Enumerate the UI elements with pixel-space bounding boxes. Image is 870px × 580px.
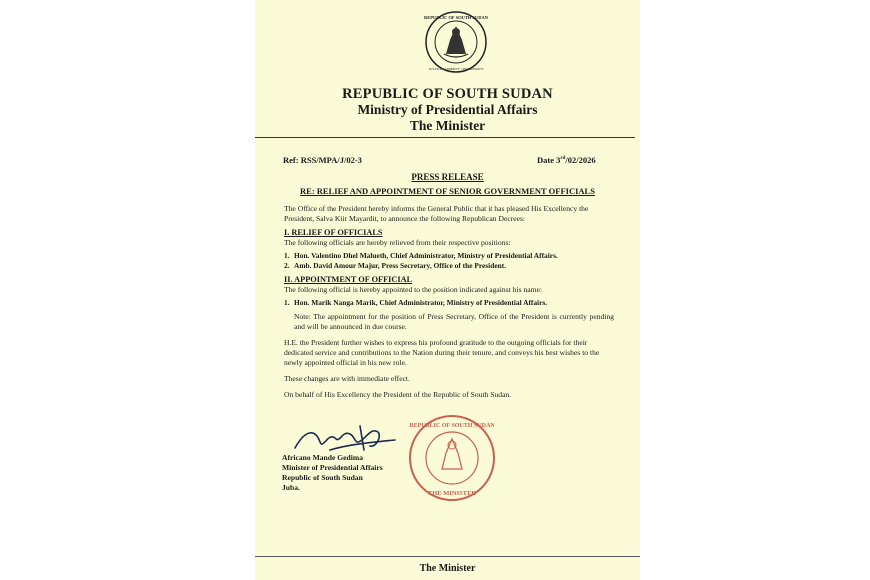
ministry-heading: Ministry of Presidential Affairs bbox=[357, 102, 538, 117]
header-divider bbox=[255, 137, 635, 138]
signer-country: Republic of South Sudan bbox=[282, 473, 363, 482]
subject-line: RE: RELIEF AND APPOINTMENT OF SENIOR GOVERNMENT OFFICIALS bbox=[300, 186, 595, 196]
document-page bbox=[255, 0, 640, 580]
svg-text:THE MINISTER: THE MINISTER bbox=[427, 490, 477, 497]
press-release-title: PRESS RELEASE bbox=[411, 172, 484, 182]
signer-name: Africano Mande Gedima bbox=[282, 453, 363, 462]
handwritten-signature bbox=[290, 420, 400, 456]
footer-divider bbox=[255, 556, 640, 557]
svg-text:REPUBLIC OF SOUTH SUDAN: REPUBLIC OF SOUTH SUDAN bbox=[424, 15, 488, 20]
national-seal-icon bbox=[424, 10, 488, 74]
relief-list bbox=[284, 251, 614, 271]
country-heading: REPUBLIC OF SOUTH SUDAN bbox=[342, 86, 553, 102]
svg-text:REPUBLIC OF SOUTH SUDAN: REPUBLIC OF SOUTH SUDAN bbox=[409, 423, 495, 429]
signer-city: Juba. bbox=[282, 483, 300, 492]
gratitude-paragraph: H.E. the President further wishes to express his profound gratitude to the outgoing officials for their dedicated service and contributions to the Nation during their tenure, and conveys his best wishes to the newly appointed official in his new role. bbox=[284, 338, 600, 367]
appointment-list bbox=[284, 298, 614, 308]
list-item: 1. Hon. Valentino Dhel Malueth, Chief Administrator, Ministry of Presidential Affairs. bbox=[284, 251, 558, 260]
footer-text: The Minister bbox=[419, 563, 476, 574]
section-relief-heading: I. RELIEF OF OFFICIALS bbox=[284, 228, 383, 237]
note-paragraph: Note: The appointment for the position of Press Secretary, Office of the President is currently pending and will be announced in due course. bbox=[294, 312, 614, 331]
signer-block bbox=[282, 453, 383, 493]
behalf-paragraph: On behalf of His Excellency the President of the Republic of South Sudan. bbox=[284, 390, 512, 399]
list-item: 2. Amb. David Amour Majur, Press Secretary, Office of the President. bbox=[284, 261, 507, 270]
list-item: 1. Hon. Marik Nanga Marik, Chief Administrator, Ministry of Presidential Affairs. bbox=[284, 298, 548, 307]
effect-paragraph: These changes are with immediate effect. bbox=[284, 374, 410, 383]
intro-paragraph: The Office of the President hereby informs the General Public that it has pleased His Excellency the President, Salva Kiir Mayardit, to announce the following Republican Decrees: bbox=[284, 204, 589, 223]
document-body bbox=[284, 204, 614, 400]
reference-number: Ref: RSS/MPA/J/02-3 bbox=[283, 155, 362, 165]
section-appointment-text: The following official is hereby appointed to the position indicated against his name: bbox=[284, 285, 542, 294]
section-relief-text: The following officials are hereby relieved from their respective positions: bbox=[284, 238, 511, 247]
document-date: Date 3rd/02/2026 bbox=[537, 155, 596, 165]
signer-title: Minister of Presidential Affairs bbox=[282, 463, 383, 472]
section-appointment-heading: II. APPOINTMENT OF OFFICIAL bbox=[284, 275, 413, 284]
svg-text:JUSTICE • LIBERTY • PROSPERITY: JUSTICE • LIBERTY • PROSPERITY bbox=[428, 67, 484, 71]
office-heading: The Minister bbox=[409, 118, 486, 133]
official-stamp-icon bbox=[407, 413, 497, 503]
